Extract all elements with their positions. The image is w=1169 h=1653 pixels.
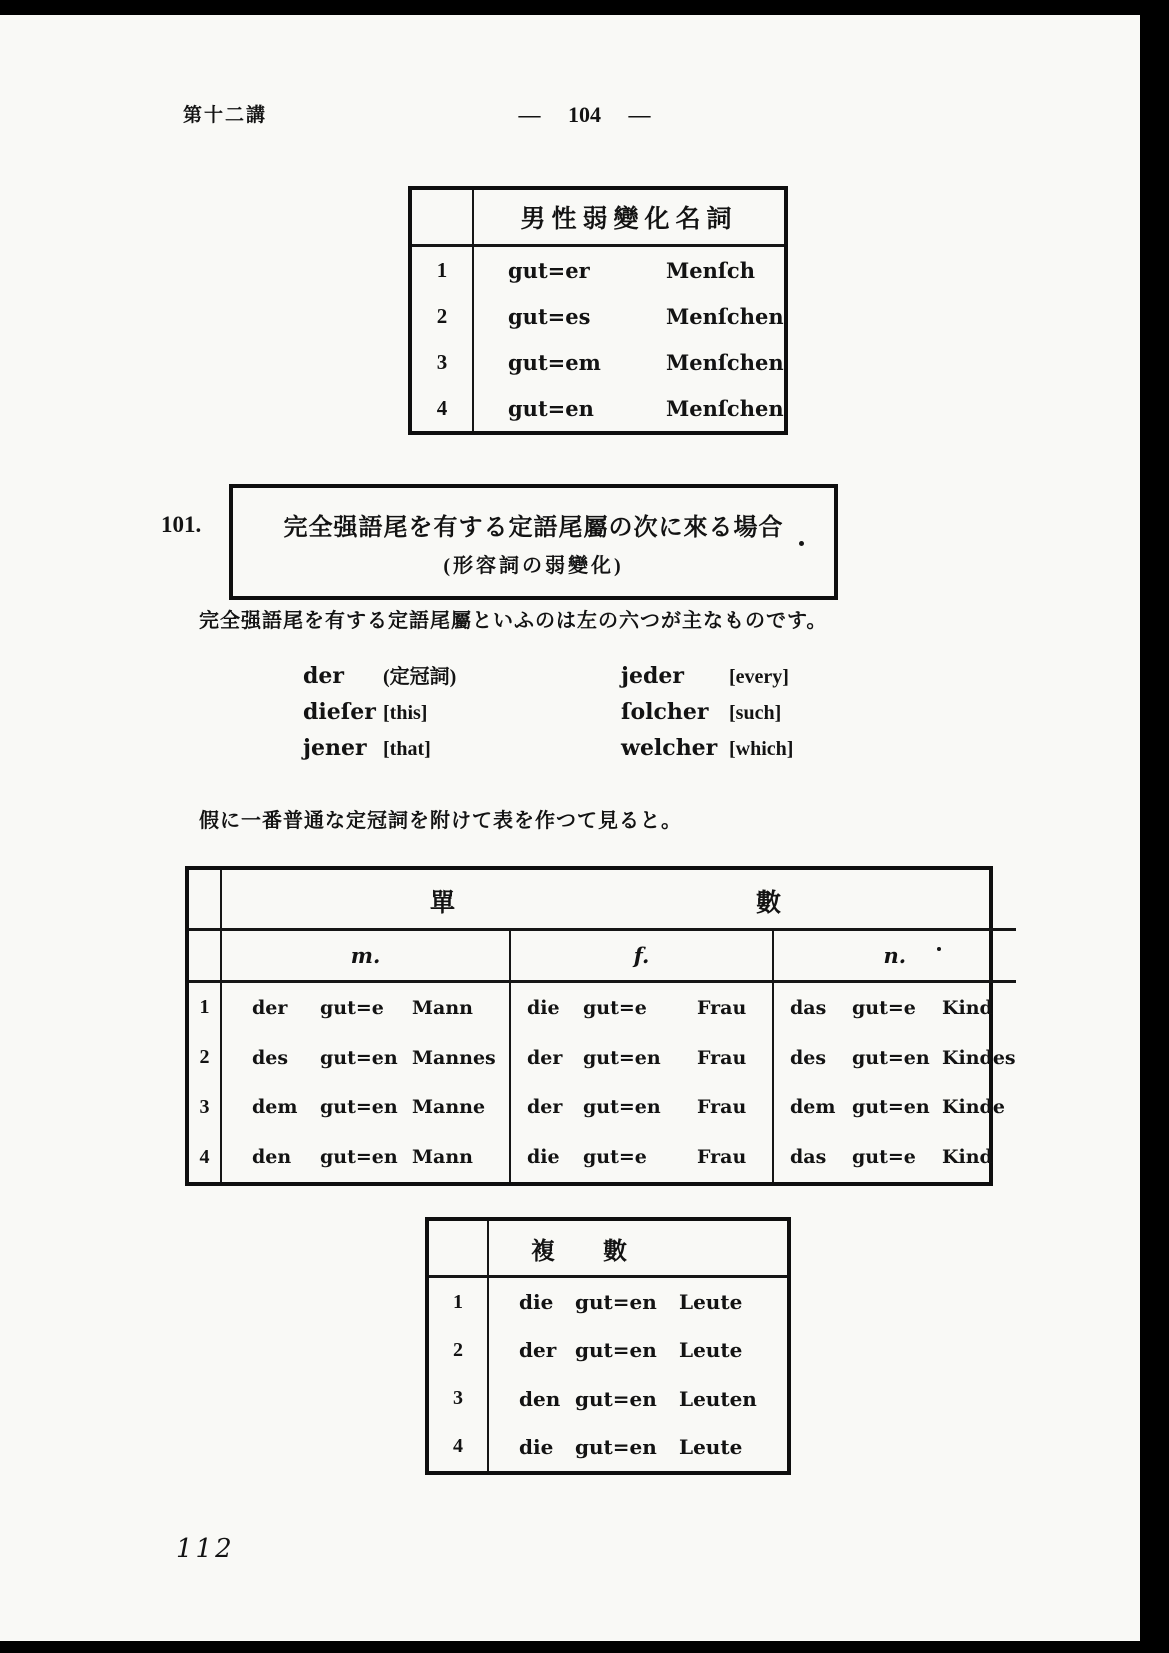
case-number: 2: [429, 1326, 489, 1374]
adjective-form: gut=er: [508, 257, 590, 283]
declension-cell-n: [774, 1132, 1016, 1182]
gender-header-n: n.: [774, 931, 1016, 983]
case-number: 4: [429, 1423, 489, 1471]
masculine-weak-noun-table: [408, 186, 788, 435]
declension-cell-n: [774, 1083, 1016, 1133]
adjective-form: gut=en: [583, 1046, 661, 1069]
section-title-line1: 完全强語尾を有する定語尾屬の次に來る場合: [283, 514, 784, 541]
singular-header-right: 數: [756, 890, 782, 917]
determiner-word: der: [303, 663, 344, 689]
determiner-gloss: [every]: [729, 666, 789, 688]
article: der: [519, 1338, 557, 1363]
noun-form: Manne: [412, 1096, 486, 1119]
determiner-word: jener: [303, 735, 367, 761]
declension-cell-m: [222, 1033, 511, 1083]
noun-form: Leuten: [679, 1386, 757, 1411]
adjective-form: gut=es: [508, 303, 591, 329]
adjective-form: gut=en: [575, 1434, 657, 1459]
article: das: [790, 1146, 827, 1169]
adjective-form: gut=en: [852, 1096, 930, 1119]
book-page-number: 112: [176, 1534, 235, 1564]
adjective-form: gut=en: [575, 1290, 657, 1315]
table-row: [474, 339, 784, 385]
case-number: 3: [412, 339, 474, 385]
determiner-gloss: [such]: [729, 702, 782, 724]
noun-form: Menſch: [666, 257, 755, 283]
scan-speck: [799, 541, 804, 546]
section-number: 101.: [161, 512, 202, 537]
declension-cell-n: [774, 1033, 1016, 1083]
singular-header-left: 單: [430, 890, 456, 917]
determiner-gloss: (定冠詞): [383, 666, 457, 688]
declension-cell-m: [222, 983, 511, 1033]
noun-form: Mann: [412, 996, 473, 1019]
determiner-word: dieſer: [303, 699, 376, 725]
adjective-form: gut=en: [320, 1096, 398, 1119]
adjective-form: gut=em: [508, 349, 601, 375]
plural-header: [489, 1221, 787, 1278]
article: der: [527, 1096, 563, 1119]
case-number: 4: [189, 1132, 222, 1182]
page-number: — 104 —: [518, 102, 651, 127]
chapter-heading: 第十二講: [183, 105, 268, 126]
declension-cell-f: [511, 1083, 774, 1133]
gender-header-m: m.: [222, 931, 511, 983]
declension-cell-plural: [489, 1326, 787, 1374]
case-number: 1: [412, 247, 474, 293]
determiner-list: [303, 660, 793, 761]
adjective-form: gut=en: [575, 1386, 657, 1411]
adjective-form: gut=en: [320, 1146, 398, 1169]
article: die: [527, 1146, 560, 1169]
adjective-form: gut=e: [320, 996, 384, 1019]
determiner-gloss: [this]: [383, 702, 428, 724]
noun-form: Menſchen: [666, 349, 784, 375]
article: des: [252, 1046, 289, 1069]
article: der: [527, 1046, 563, 1069]
section-title-box: [229, 484, 838, 600]
adjective-form: gut=en: [508, 395, 594, 421]
article: die: [519, 1290, 554, 1315]
adjective-form: gut=e: [583, 1146, 647, 1169]
noun-form: Menſchen: [666, 395, 784, 421]
gender-header-f: f.: [511, 931, 774, 983]
declension-cell-f: [511, 1033, 774, 1083]
case-number: 2: [189, 1033, 222, 1083]
adjective-form: gut=e: [583, 996, 647, 1019]
table-row: [474, 385, 784, 431]
noun-form: Leute: [679, 1434, 743, 1459]
article: dem: [252, 1096, 298, 1119]
noun-form: Frau: [697, 1146, 747, 1169]
noun-form: Kinde: [942, 1096, 1005, 1119]
noun-form: Frau: [697, 996, 747, 1019]
article: die: [527, 996, 560, 1019]
case-number: 3: [189, 1083, 222, 1133]
declension-cell-n: [774, 983, 1016, 1033]
case-number: 2: [412, 293, 474, 339]
plural-header-left: 複: [531, 1238, 555, 1265]
adjective-form: gut=e: [852, 1146, 916, 1169]
declension-cell-m: [222, 1083, 511, 1133]
noun-form: Frau: [697, 1046, 747, 1069]
adjective-form: gut=e: [852, 996, 916, 1019]
table-row: [474, 293, 784, 339]
noun-form: Frau: [697, 1096, 747, 1119]
scan-speck: [937, 947, 941, 951]
case-number: 4: [412, 385, 474, 431]
declension-cell-f: [511, 1132, 774, 1182]
article: die: [519, 1434, 554, 1459]
adjective-form: gut=en: [583, 1096, 661, 1119]
determiner-word: ſolcher: [621, 699, 709, 725]
section-title-line2: (形容詞の弱變化): [443, 554, 624, 577]
noun-form: Mann: [412, 1146, 473, 1169]
adjective-form: gut=en: [320, 1046, 398, 1069]
determiner-word: welcher: [621, 735, 718, 761]
noun-form: Mannes: [412, 1046, 496, 1069]
noun-form: Menſchen: [666, 303, 784, 329]
table-corner-cell: [429, 1221, 489, 1278]
declension-cell-plural: [489, 1375, 787, 1423]
article: der: [252, 996, 288, 1019]
noun-form: Kind: [942, 996, 993, 1019]
article: den: [252, 1146, 292, 1169]
declension-cell-plural: [489, 1278, 787, 1326]
singular-header: [222, 870, 1016, 931]
scan-border-top: [0, 0, 1169, 15]
body-paragraph: 假に一番普通な定冠詞を附けて表を作つて見ると。: [199, 810, 682, 832]
declension-cell-m: [222, 1132, 511, 1182]
article: des: [790, 1046, 827, 1069]
adjective-form: gut=en: [575, 1338, 657, 1363]
noun-form: Kindes: [942, 1046, 1016, 1069]
case-number: 3: [429, 1375, 489, 1423]
determiner-word: jeder: [621, 663, 684, 689]
table-corner-cell: [412, 190, 474, 247]
plural-declension-table: [425, 1217, 791, 1475]
scan-border-right: [1140, 0, 1169, 1653]
article: den: [519, 1386, 561, 1411]
noun-form: Kind: [942, 1146, 993, 1169]
body-paragraph: 完全强語尾を有する定語尾屬といふのは左の六つが主なものです。: [199, 610, 828, 632]
determiner-gloss: [which]: [729, 738, 794, 760]
case-number: 1: [189, 983, 222, 1033]
noun-form: Leute: [679, 1338, 743, 1363]
adjective-form: gut=en: [852, 1046, 930, 1069]
scan-border-bottom: [0, 1641, 1169, 1653]
table-corner-cell: [189, 931, 222, 983]
determiner-gloss: [that]: [383, 738, 431, 760]
case-number: 1: [429, 1278, 489, 1326]
table-corner-cell: [189, 870, 222, 931]
article: das: [790, 996, 827, 1019]
declension-cell-f: [511, 983, 774, 1033]
table-row: [474, 247, 784, 293]
singular-declension-table: [185, 866, 1016, 1186]
article: dem: [790, 1096, 836, 1119]
plural-header-right: 數: [603, 1238, 627, 1265]
noun-form: Leute: [679, 1290, 743, 1315]
table-title: 男性弱變化名詞: [474, 190, 784, 247]
declension-cell-plural: [489, 1423, 787, 1471]
